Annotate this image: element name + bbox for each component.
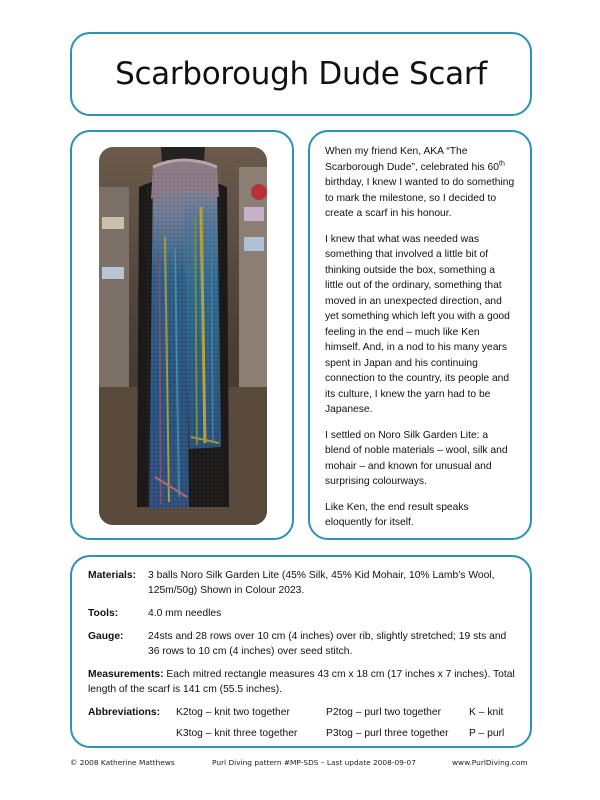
footer-pattern-info: Purl Diving pattern #MP-SDS – Last update 2008-09-07 [212, 758, 416, 767]
scarf-photo [99, 147, 267, 525]
page-title: Scarborough Dude Scarf [115, 56, 487, 92]
intro-paragraph-3: I settled on Noro Silk Garden Lite: a blend of noble materials – wool, silk and mohair – and known for unusual and surprising colourways. [325, 429, 508, 487]
details-panel [70, 555, 532, 748]
photo-panel [70, 130, 294, 540]
intro-panel [308, 130, 532, 540]
abbreviation-item: K2tog – knit two together [176, 707, 290, 718]
gauge-value: 24sts and 28 rows over 10 cm (4 inches) over rib, slightly stretched; 19 sts and 36 rows to 10 cm (4 inches) over seed stitch. [148, 631, 507, 657]
abbreviation-item: K3tog – knit three together [176, 728, 298, 739]
measurements-label: Measurements: [88, 669, 164, 680]
materials-row [88, 568, 516, 598]
intro-p1-end: birthday, I knew I wanted to do something to mark the milestone, so I decided to create a scarf in his honour. [325, 177, 515, 219]
materials-label: Materials: [88, 570, 137, 581]
measurements-value: Each mitred rectangle measures 43 cm x 18 cm (17 inches x 7 inches). Total length of the scarf is 141 cm (55.5 inches). [88, 669, 515, 695]
abbreviation-item: P – purl [469, 728, 505, 739]
title-panel [70, 32, 532, 116]
intro-paragraph-2: I knew that what was needed was something that involved a little bit of thinking outside the box, something a little out of the ordinary, something that moved in an unexpected direction, and yet something which left you with a good feeling in the end – much like Ken himself. And, in a nod to his many years spent in Japan and his continuing connection to the country, its people and its culture, I knew the yarn had to be Japanese. [325, 233, 510, 415]
footer-copyright: © 2008 Katherine Matthews [70, 758, 175, 767]
gauge-label: Gauge: [88, 631, 124, 642]
abbreviations-label: Abbreviations: [88, 707, 161, 718]
abbreviation-item: P2tog – purl two together [326, 707, 442, 718]
measurements-row [88, 667, 516, 697]
gauge-row [88, 629, 516, 659]
abbreviations-block [88, 705, 516, 745]
tools-value: 4.0 mm needles [148, 608, 222, 619]
intro-paragraph-4: Like Ken, the end result speaks eloquently for itself. [325, 501, 469, 528]
intro-paragraph-1 [325, 144, 516, 222]
tools-label: Tools: [88, 608, 119, 619]
abbreviation-item: P3tog – purl three together [326, 728, 449, 739]
materials-value: 3 balls Noro Silk Garden Lite (45% Silk, 45% Kid Mohair, 10% Lamb’s Wool, 125m/50g) Shown in Colour 2023. [148, 570, 495, 596]
intro-p1-sup: th [499, 160, 505, 168]
footer-website-link[interactable]: www.PurlDiving.com [452, 758, 528, 767]
intro-p1-start: When my friend Ken, AKA “The Scarborough Dude”, celebrated his 60 [325, 146, 500, 173]
tools-row [88, 606, 516, 621]
abbreviation-item: K – knit [469, 707, 504, 718]
